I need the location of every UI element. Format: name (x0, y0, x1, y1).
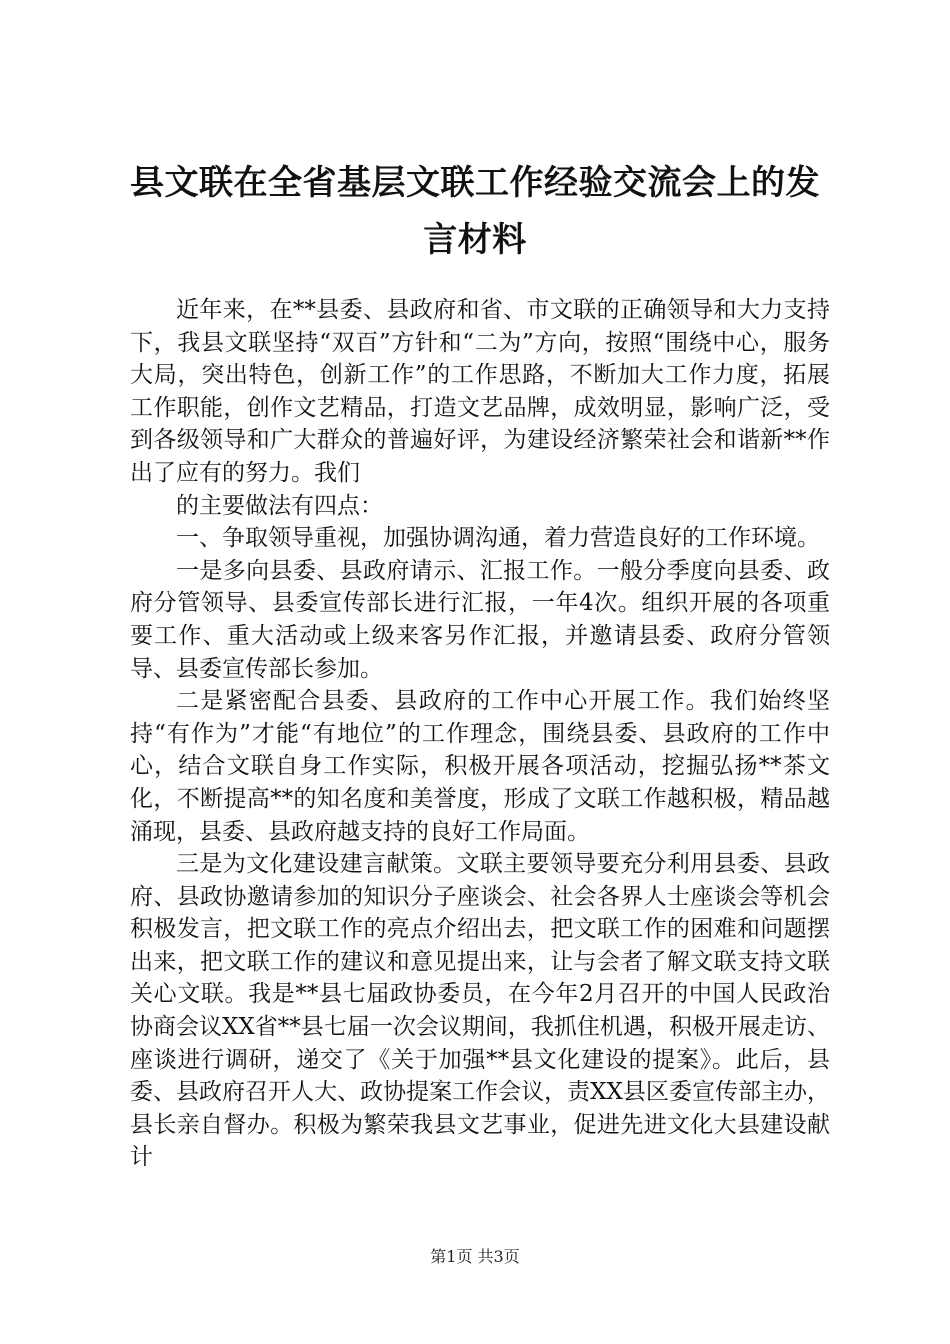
paragraph-point-three: 三是为文化建设建言献策。文联主要领导要充分利用县委、县政府、县政协邀请参加的知识分子座谈会、社会各界人士座谈会等机会积极发言，把文联工作的亮点介绍出去，把文联工作的困难和问题摆出来，把文联工作的建议和意见提出来，让与会者了解文联支持文联关心文联。我是**县七届政协委员，在今年2月召开的中国人民政治协商会议XX省**县七届一次会议期间，我抓住机遇，积极开展走访、座谈进行调研，递交了《关于加强**县文化建设的提案》。此后，县委、县政府召开人大、政协提案工作会议，责XX县区委宣传部主办，县长亲自督办。积极为繁荣我县文艺事业，促进先进文化大县建设献计 (130, 851, 830, 1171)
paragraph-point-two: 二是紧密配合县委、县政府的工作中心开展工作。我们始终坚持“有作为”才能“有地位”的工作理念，围绕县委、县政府的工作中心，结合文联自身工作实际，积极开展各项活动，挖掘弘扬**茶文化，不断提高**的知名度和美誉度，形成了文联工作越积极，精品越涌现，县委、县政府越支持的良好工作局面。 (130, 688, 830, 845)
document-title-line-1: 县文联在全省基层文联工作经验交流会上的发 (130, 163, 820, 203)
paragraph-intro: 近年来，在**县委、县政府和省、市文联的正确领导和大力支持下，我县文联坚持“双百”方针和“二为”方向，按照“围绕中心，服务大局，突出特色，创新工作”的工作思路，不断加大工作力度，拓展工作职能，创作文艺精品，打造文艺品牌，成效明显，影响广泛，受到各级领导和广大群众的普遍好评，为建设经济繁荣社会和谐新**作出了应有的努力。我们 (130, 297, 830, 486)
document-title-line-2: 言材料 (423, 220, 527, 260)
paragraph-point-one: 一是多向县委、县政府请示、汇报工作。一般分季度向县委、政府分管领导、县委宣传部长进行汇报，一年4次。组织开展的各项重要工作、重大活动或上级来客另作汇报，并邀请县委、政府分管领导、县委宣传部长参加。 (130, 557, 830, 682)
paragraph-section-one-heading: 一、争取领导重视，加强协调沟通，着力营造良好的工作环境。 (176, 525, 820, 552)
paragraph-intro-continued: 的主要做法有四点： (176, 492, 383, 519)
document-body (130, 294, 830, 1174)
page-number-footer: 第1页 共3页 (430, 1247, 520, 1266)
